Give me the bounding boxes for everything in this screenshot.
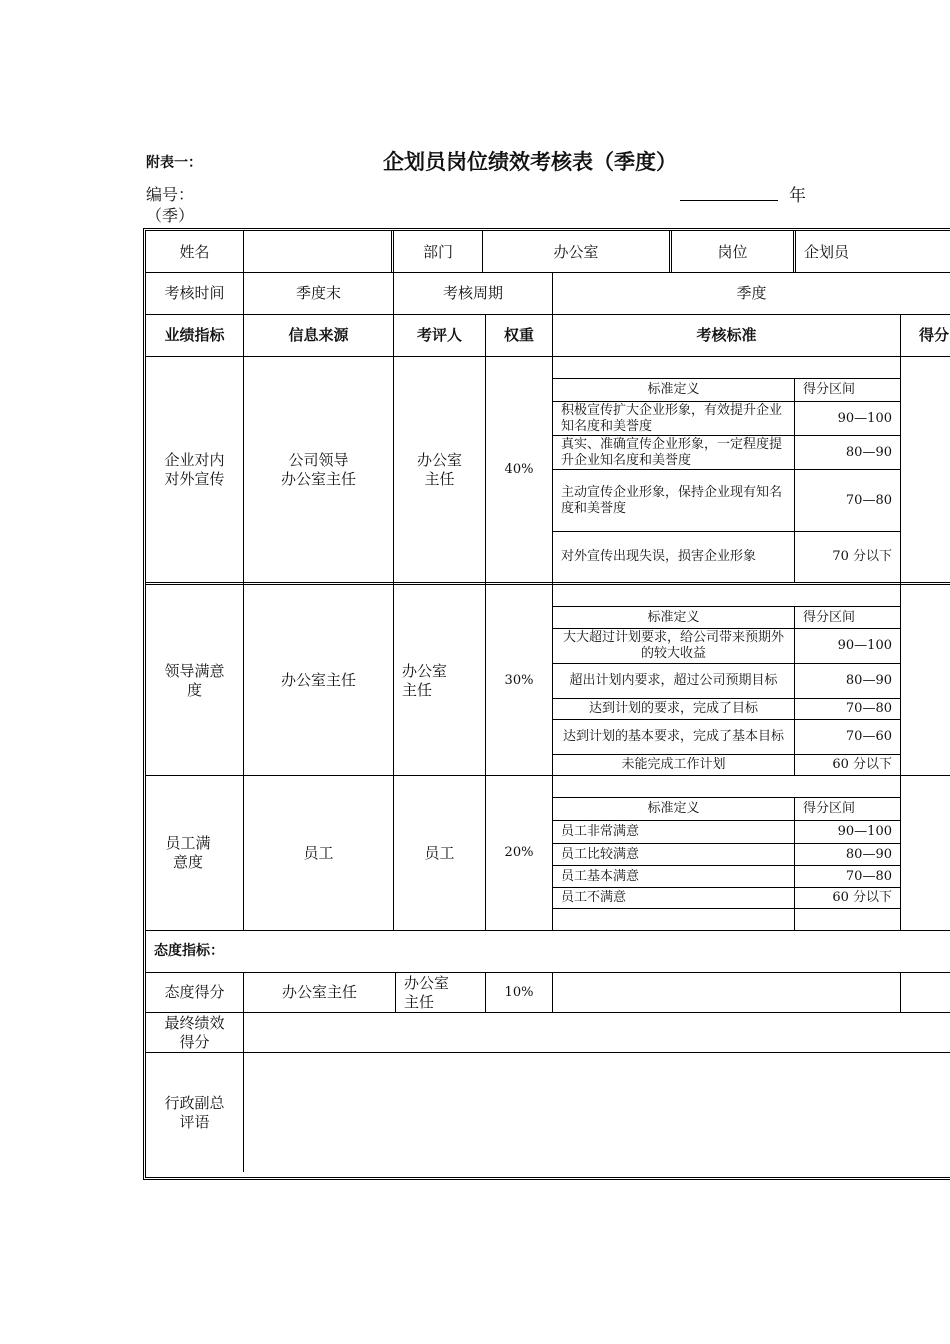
indicator-2-name: 领导满意 度 bbox=[164, 661, 225, 699]
criteria-2-def-4: 达到计划的基本要求，完成了基本目标 bbox=[562, 729, 784, 744]
indicator-2-weight: 30% bbox=[504, 672, 534, 688]
season-label: （季） bbox=[146, 206, 195, 225]
attitude-weight: 10% bbox=[504, 984, 534, 1000]
criteria-1-range-4: 70 分以下 bbox=[832, 549, 892, 564]
criteria-1-range-2: 80—90 bbox=[845, 444, 892, 460]
criteria-2-range-3: 70—80 bbox=[845, 701, 892, 716]
criteria-3-range-3: 70—80 bbox=[845, 868, 892, 884]
name-label: 姓名 bbox=[179, 243, 210, 261]
criteria-2-header-definition: 标准定义 bbox=[647, 609, 700, 625]
criteria-2-range-1: 90—100 bbox=[837, 638, 892, 653]
criteria-3-header-definition: 标准定义 bbox=[647, 801, 700, 816]
criteria-1-def-1: 积极宣传扩大企业形象，有效提升企业知名度和美誉度 bbox=[561, 402, 783, 434]
criteria-2-range-2: 80—90 bbox=[845, 673, 892, 688]
indicator-2-source: 办公室主任 bbox=[280, 671, 356, 689]
indicator-3-weight: 20% bbox=[504, 845, 534, 860]
page-title: 企划员岗位绩效考核表（季度） bbox=[383, 150, 677, 174]
year-label: 年 bbox=[789, 186, 806, 206]
criteria-2-def-1: 大大超过计划要求，给公司带来预期外的较大收益 bbox=[562, 630, 784, 661]
attitude-name: 态度得分 bbox=[164, 983, 225, 1001]
criteria-3-range-4: 60 分以下 bbox=[832, 890, 892, 905]
criteria-1-range-1: 90—100 bbox=[837, 410, 892, 426]
col-header-evaluator: 考评人 bbox=[416, 326, 462, 344]
criteria-3-def-4: 员工不满意 bbox=[561, 890, 627, 905]
year-input-line[interactable] bbox=[680, 199, 778, 201]
criteria-3-def-1: 员工非常满意 bbox=[561, 824, 640, 839]
col-header-criteria: 考核标准 bbox=[696, 326, 757, 344]
indicator-1-evaluator: 办公室 主任 bbox=[416, 450, 462, 488]
attachment-label: 附表一： bbox=[146, 155, 202, 171]
indicator-1-name: 企业对内 对外宣传 bbox=[164, 450, 225, 488]
criteria-3-header-range: 得分区间 bbox=[803, 801, 856, 816]
criteria-2-def-2: 超出计划内要求，超过公司预期目标 bbox=[569, 673, 778, 688]
time-value: 季度末 bbox=[295, 284, 341, 302]
period-value: 季度 bbox=[736, 284, 767, 302]
attitude-source: 办公室主任 bbox=[281, 983, 357, 1001]
criteria-2-header-range: 得分区间 bbox=[803, 609, 856, 625]
criteria-2-def-3: 达到计划的要求，完成了目标 bbox=[588, 701, 758, 716]
attitude-evaluator: 办公室 主任 bbox=[404, 973, 450, 1011]
criteria-1-header-definition: 标准定义 bbox=[647, 382, 700, 397]
col-header-source: 信息来源 bbox=[288, 326, 349, 344]
criteria-3-range-1: 90—100 bbox=[837, 824, 892, 839]
criteria-2-range-5: 60 分以下 bbox=[832, 757, 892, 772]
col-header-weight: 权重 bbox=[503, 326, 534, 344]
post-label: 岗位 bbox=[717, 243, 748, 261]
indicator-3-evaluator: 员工 bbox=[424, 843, 455, 862]
comment-field[interactable] bbox=[244, 1053, 950, 1172]
period-label: 考核周期 bbox=[442, 284, 503, 302]
criteria-1-def-3: 主动宣传企业形象，保持企业现有知名度和美誉度 bbox=[561, 484, 783, 516]
attitude-section-label: 态度指标： bbox=[154, 943, 224, 959]
indicator-3-source: 员工 bbox=[303, 843, 334, 862]
dept-label: 部门 bbox=[422, 243, 453, 261]
criteria-1-range-3: 70—80 bbox=[845, 492, 892, 508]
criteria-1-def-2: 真实、准确宣传企业形象，一定程度提升企业知名度和美誉度 bbox=[561, 436, 783, 468]
criteria-2-range-4: 70—60 bbox=[845, 729, 892, 744]
dept-value: 办公室 bbox=[553, 243, 599, 261]
criteria-3-def-3: 员工基本满意 bbox=[561, 868, 640, 884]
final-score-field[interactable] bbox=[244, 1013, 950, 1052]
criteria-1-def-4: 对外宣传出现失误，损害企业形象 bbox=[561, 549, 757, 564]
indicator-1-source: 公司领导 办公室主任 bbox=[280, 450, 356, 488]
comment-label: 行政副总 评语 bbox=[164, 1093, 225, 1131]
time-label: 考核时间 bbox=[164, 284, 225, 302]
criteria-3-range-2: 80—90 bbox=[845, 846, 892, 862]
final-score-label: 最终绩效 得分 bbox=[164, 1013, 225, 1051]
code-label: 编号： bbox=[146, 185, 195, 204]
indicator-2-evaluator: 办公室 主任 bbox=[402, 661, 448, 699]
post-value: 企划员 bbox=[804, 243, 850, 261]
indicator-1-weight: 40% bbox=[504, 461, 534, 477]
col-header-score: 得分 bbox=[919, 326, 950, 344]
indicator-3-name: 员工满 意度 bbox=[165, 834, 211, 871]
criteria-1-header-range: 得分区间 bbox=[803, 382, 856, 397]
criteria-3-def-2: 员工比较满意 bbox=[561, 846, 640, 862]
criteria-2-def-5: 未能完成工作计划 bbox=[621, 757, 726, 772]
name-field[interactable] bbox=[244, 233, 391, 272]
col-header-indicator: 业绩指标 bbox=[164, 326, 225, 344]
